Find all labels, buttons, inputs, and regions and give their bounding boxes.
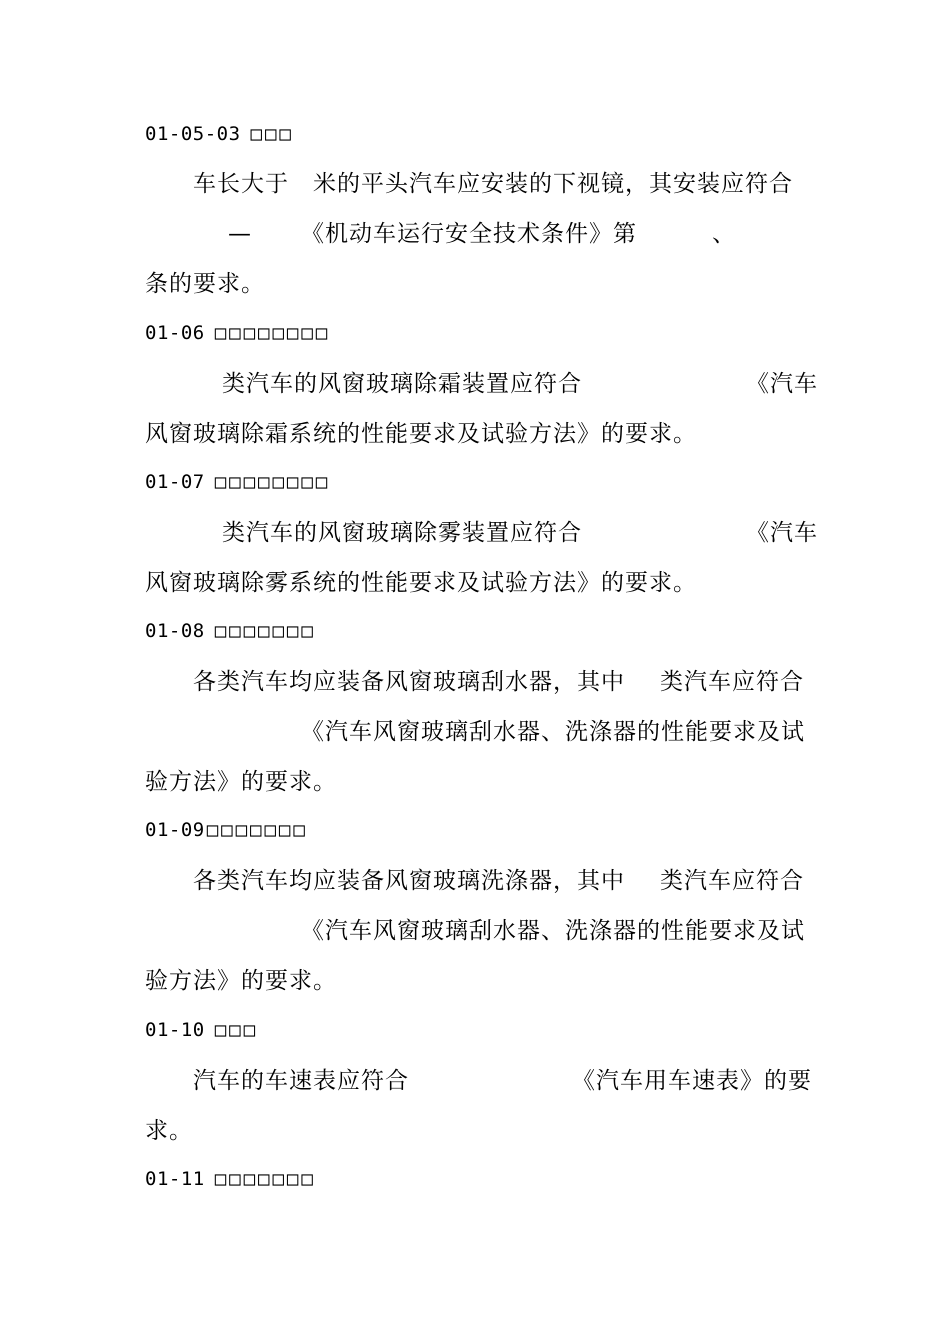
heading-code: 01-10 (145, 1019, 205, 1041)
paragraph-line: 验方法》的要求。 (145, 968, 337, 994)
heading-code: 01-06 (145, 322, 205, 344)
heading-title: □□□□□□□ (214, 1168, 316, 1190)
heading-title: □□□ (250, 123, 294, 145)
paragraph-line: 类汽车应符合 (660, 669, 804, 695)
section-heading (145, 125, 294, 144)
section-heading (145, 821, 308, 840)
paragraph-line: 验方法》的要求。 (145, 769, 337, 795)
section-heading (145, 324, 330, 343)
paragraph-line: 风窗玻璃除雾系统的性能要求及试验方法》的要求。 (145, 570, 697, 596)
paragraph-line: 《机动车运行安全技术条件》第 (301, 221, 637, 247)
heading-code: 01-05-03 (145, 123, 241, 145)
heading-code: 01-11 (145, 1168, 205, 1190)
section-heading (145, 1021, 258, 1040)
heading-code: 01-07 (145, 471, 205, 493)
paragraph-line: 《汽车 (746, 371, 818, 397)
paragraph-line: 《汽车风窗玻璃刮水器、洗涤器的性能要求及试 (301, 918, 805, 944)
heading-title: □□□□□□□ (206, 819, 308, 841)
paragraph-line: 类汽车的风窗玻璃除雾装置应符合 (222, 520, 582, 546)
heading-title: □□□□□□□□ (214, 322, 331, 344)
section-heading (145, 473, 330, 492)
paragraph-line: 类汽车的风窗玻璃除霜装置应符合 (222, 371, 582, 397)
paragraph-line: 《汽车用车速表》的要 (572, 1068, 812, 1094)
section-heading (145, 622, 316, 641)
heading-code: 01-09 (145, 819, 205, 841)
paragraph-line: — (228, 221, 252, 247)
paragraph-line: 车长大于 (193, 171, 289, 197)
paragraph-line: 、 (712, 221, 736, 247)
paragraph-line: 《汽车风窗玻璃刮水器、洗涤器的性能要求及试 (301, 719, 805, 745)
paragraph-line: 汽车的车速表应符合 (193, 1068, 409, 1094)
heading-title: □□□ (214, 1019, 259, 1041)
paragraph-line: 各类汽车均应装备风窗玻璃洗涤器，其中 (193, 868, 625, 894)
heading-title: □□□□□□□□ (214, 471, 331, 493)
paragraph-line: 求。 (145, 1118, 193, 1144)
paragraph-line: 米的平头汽车应安装的下视镜，其安装应符合 (313, 171, 793, 197)
paragraph-line: 类汽车应符合 (660, 868, 804, 894)
paragraph-line: 条的要求。 (145, 271, 265, 297)
paragraph-line: 风窗玻璃除霜系统的性能要求及试验方法》的要求。 (145, 421, 697, 447)
paragraph-line: 《汽车 (746, 520, 818, 546)
section-heading (145, 1170, 316, 1189)
heading-code: 01-08 (145, 620, 205, 642)
paragraph-line: 各类汽车均应装备风窗玻璃刮水器，其中 (193, 669, 625, 695)
heading-title: □□□□□□□ (214, 620, 316, 642)
